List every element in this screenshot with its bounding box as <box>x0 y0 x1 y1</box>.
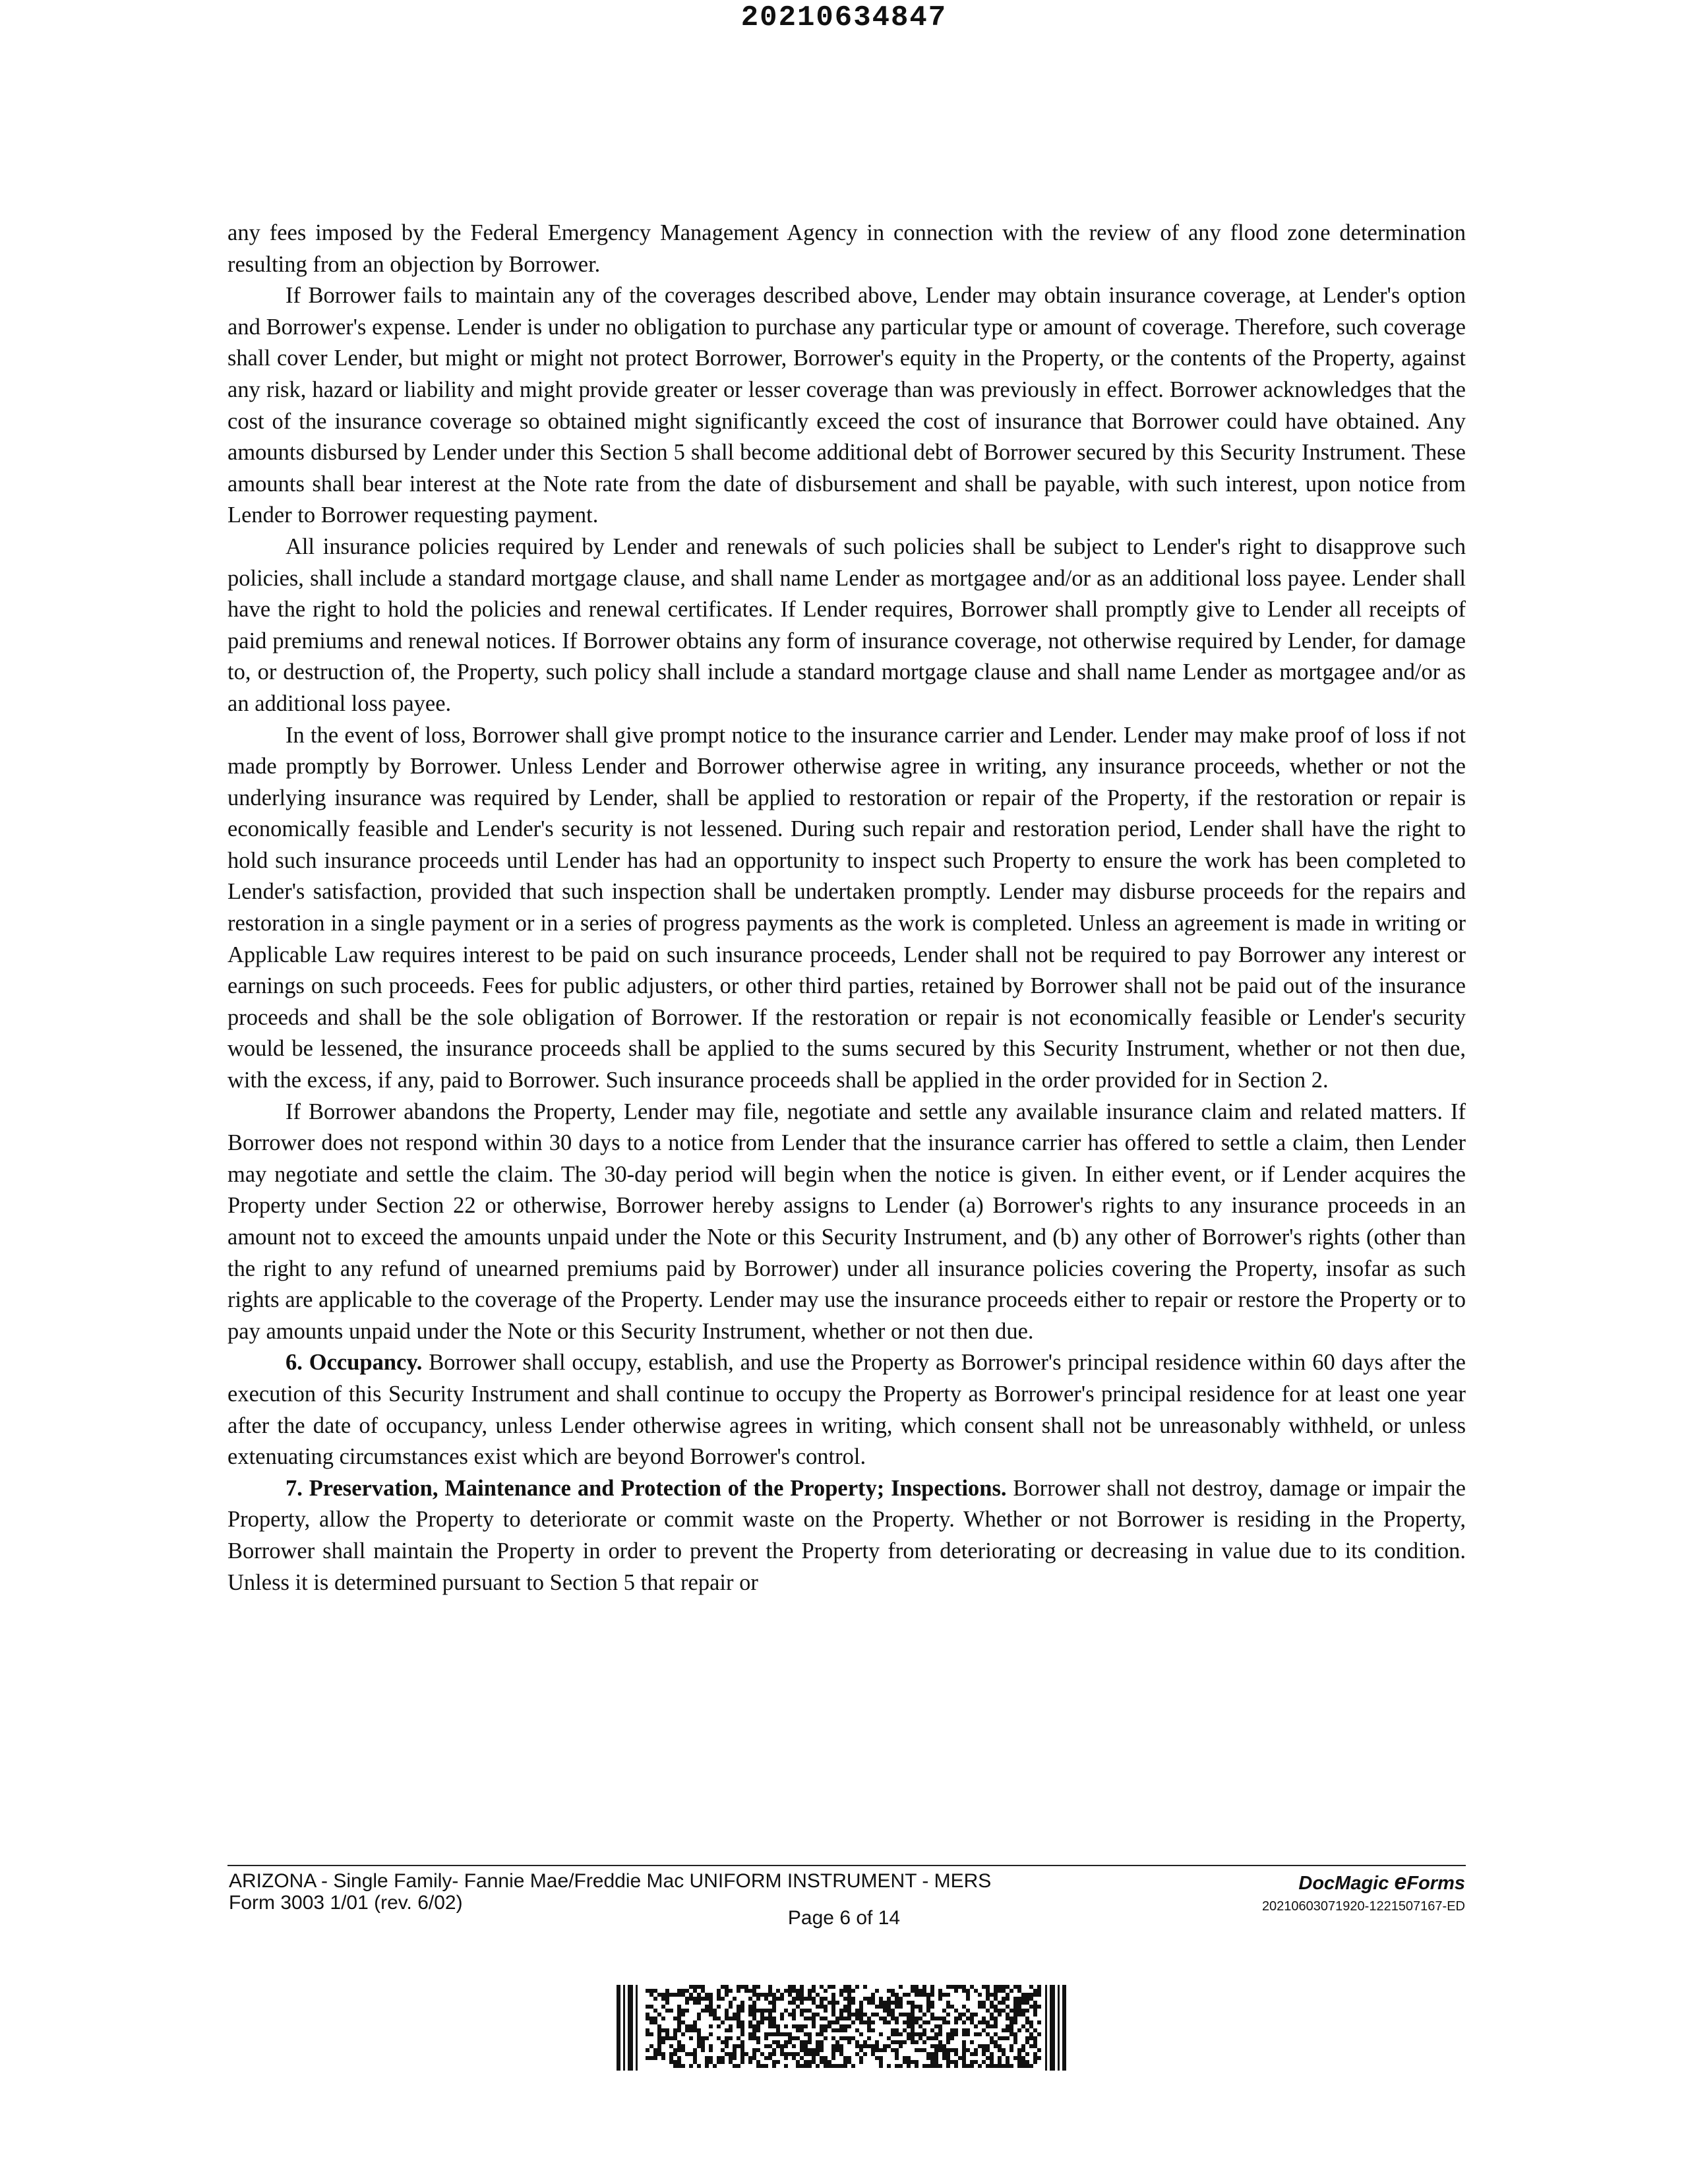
paragraph-continuation: any fees imposed by the Federal Emergency Management Agency in connection with the review of any flood zone determination resulting from an objection by Borrower. <box>227 220 1466 277</box>
barcode-icon <box>617 1985 1071 2071</box>
paragraph-event-of-loss: In the event of loss, Borrower shall give prompt notice to the insurance carrier and Lender. Lender may make proof of loss if not made promptly by Borrower. Unless Lender and Borrower otherwise agree in writing, any insurance proceeds, whether or not the underlying insurance was required by Lender, shall be applied to restoration or repair of the Property, if the restoration or repair is economically feasible and Lender's security is not lessened. During such repair and restoration period, Lender shall have the right to hold such insurance proceeds until Lender has had an opportunity to inspect such Property to ensure the work has been completed to Lender's satisfaction, provided that such inspection shall be undertaken promptly. Lender may disburse proceeds for the repairs and restoration in a single payment or in a series of progress payments as the work is completed. Unless an agreement is made in writing or Applicable Law requires interest to be paid on such insurance proceeds, Lender shall not be required to pay Borrower any interest or earnings on such proceeds. Fees for public adjusters, or other third parties, retained by Borrower shall not be paid out of the insurance proceeds and shall be the sole obligation of Borrower. If the restoration or repair is not economically feasible or Lender's security would be lessened, the insurance proceeds shall be applied to the sums secured by this Security Instrument, whether or not then due, with the excess, if any, paid to Borrower. Such insurance proceeds shall be applied in the order provided for in Section 2. <box>227 722 1466 1093</box>
section-7-preservation <box>227 1473 1466 1598</box>
form-number: Form 3003 1/01 (rev. 6/02) <box>229 1892 463 1914</box>
recording-number: 20210634847 <box>740 1 948 34</box>
section-6-text: Borrower shall occupy, establish, and use the Property as Borrower's principal residence within 60 days after the execution of this Security Instrument and shall continue to occupy the Property as Borrower's principal residence for at least one year after the date of occupancy, unless Lender otherwise agrees in writing, which consent shall not be unreasonably withheld, or unless extenuating circumstances exist which are beyond Borrower's control. <box>227 1350 1466 1470</box>
paragraph-insurance-policies: All insurance policies required by Lender and renewals of such policies shall be subject to Lender's right to disapprove such policies, shall include a standard mortgage clause, and shall name Lender as mortgagee and/or as an additional loss payee. Lender shall have the right to hold the policies and renewal certificates. If Lender requires, Borrower shall promptly give to Lender all receipts of paid premiums and renewal notices. If Borrower obtains any form of insurance coverage, not otherwise required by Lender, for damage to, or destruction of, the Property, such policy shall include a standard mortgage clause and shall name Lender as mortgagee and/or as an additional loss payee. <box>227 533 1466 716</box>
footer-divider <box>227 1865 1466 1866</box>
brand-name: DocMagic <box>1298 1873 1389 1894</box>
document-id: 20210603071920-1221507167-ED <box>1261 1899 1465 1914</box>
section-7-heading: 7. Preservation, Maintenance and Protection of the Property; Inspections. <box>286 1475 1007 1501</box>
brand-suffix: Forms <box>1406 1873 1465 1894</box>
document-body <box>227 218 1466 1598</box>
paragraph-abandonment: If Borrower abandons the Property, Lender may file, negotiate and settle any available insurance claim and related matters. If Borrower does not respond within 30 days to a notice from Lender that the insurance carrier has offered to settle a claim, then Lender may negotiate and settle the claim. The 30-day period will begin when the notice is given. In either event, or if Lender acquires the Property under Section 22 or otherwise, Borrower hereby assigns to Lender (a) Borrower's rights to any insurance proceeds in an amount not to exceed the amounts unpaid under the Note or this Security Instrument, and (b) any other of Borrower's rights (other than the right to any refund of unearned premiums paid by Borrower) under all insurance policies covering the Property, insofar as such rights are applicable to the coverage of the Property. Lender may use the insurance proceeds either to repair or restore the Property or to pay amounts unpaid under the Note or this Security Instrument, whether or not then due. <box>227 1099 1466 1344</box>
page-number: Page 6 of 14 <box>787 1907 901 1929</box>
paragraph-lender-coverage: If Borrower fails to maintain any of the coverages described above, Lender may obtain insurance coverage, at Lender's option and Borrower's expense. Lender is under no obligation to purchase any particular type or amount of coverage. Therefore, such coverage shall cover Lender, but might or might not protect Borrower, Borrower's equity in the Property, or the contents of the Property, against any risk, hazard or liability and might provide greater or lesser coverage than was previously in effect. Borrower acknowledges that the cost of the insurance coverage so obtained might significantly exceed the cost of insurance that Borrower could have obtained. Any amounts disbursed by Lender under this Section 5 shall become additional debt of Borrower secured by this Security Instrument. These amounts shall bear interest at the Note rate from the date of disbursement and shall be payable, with such interest, upon notice from Lender to Borrower requesting payment. <box>227 283 1466 528</box>
brand-e-mark: e <box>1394 1869 1407 1895</box>
section-6-occupancy <box>227 1347 1466 1472</box>
docmagic-logo <box>1262 1871 1465 1894</box>
section-6-heading: 6. Occupancy. <box>286 1350 423 1376</box>
section-7-text: Borrower shall not destroy, damage or impair the Property, allow the Property to deteriorate or commit waste on the Property. Whether or not Borrower is residing in the Property, Borrower shall maintain the Property in order to prevent the Property from deteriorating or decreasing in value due to its condition. Unless it is determined pursuant to Section 5 that repair or <box>227 1475 1466 1595</box>
form-title: ARIZONA - Single Family- Fannie Mae/Freddie Mac UNIFORM INSTRUMENT - MERS <box>229 1870 992 1892</box>
